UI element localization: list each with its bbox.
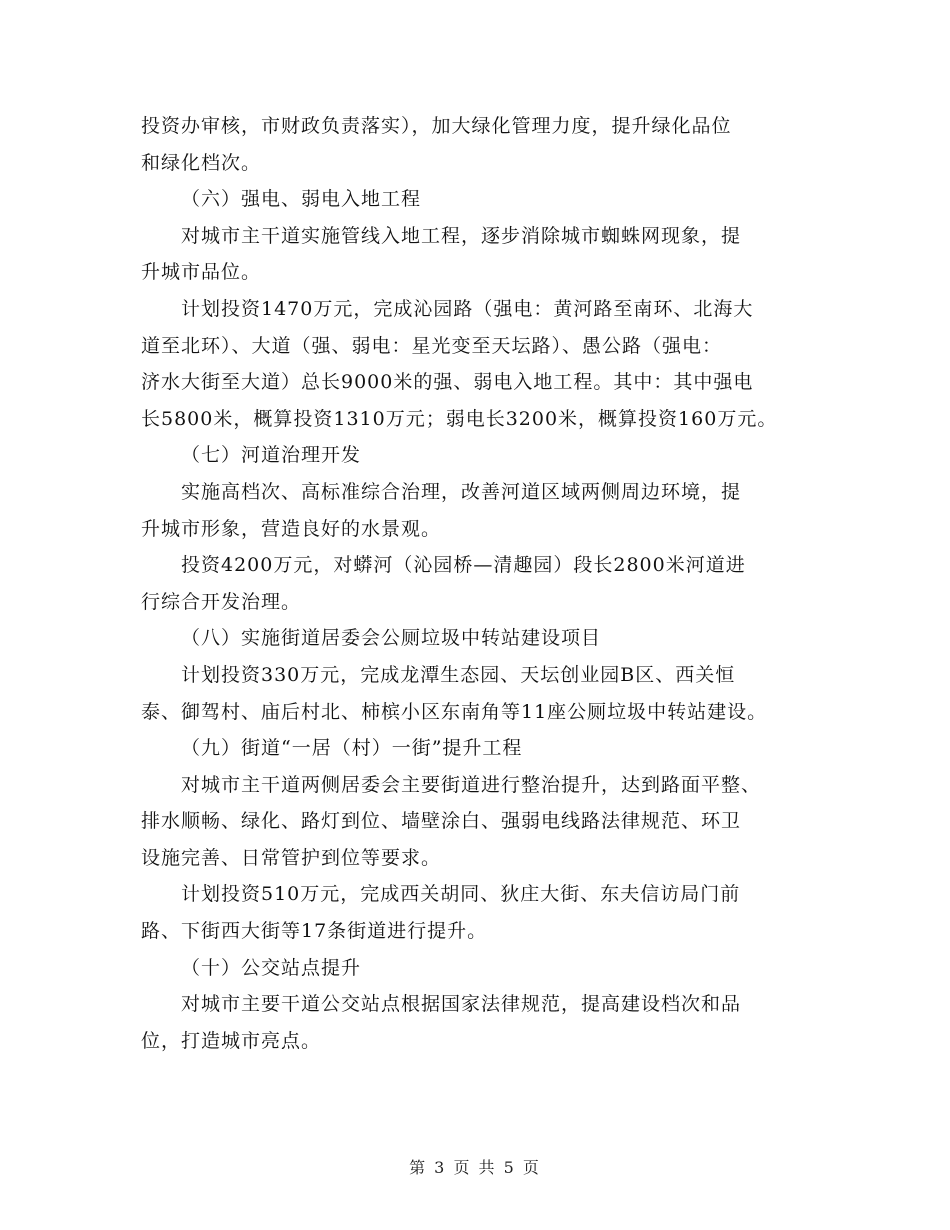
body-paragraph bbox=[141, 474, 811, 547]
body-paragraph bbox=[141, 876, 811, 949]
section-heading bbox=[141, 437, 811, 474]
text-line: （十）公交站点提升 bbox=[181, 956, 362, 979]
section-heading bbox=[141, 950, 811, 987]
text-line: （九）街道“一居（村）一街”提升工程 bbox=[181, 737, 523, 760]
body-paragraph bbox=[141, 986, 811, 1059]
text-line: 实施高档次、高标准综合治理，改善河道区域两侧周边环境，提 bbox=[181, 480, 742, 503]
text-line: 位，打造城市亮点。 bbox=[141, 1029, 322, 1052]
section-heading bbox=[141, 620, 811, 657]
body-paragraph bbox=[141, 657, 811, 730]
text-line: 济水大街至大道）总长9000米的强、弱电入地工程。其中：其中强电 bbox=[141, 371, 754, 394]
text-line: （七）河道治理开发 bbox=[181, 444, 362, 467]
text-line: 路、下街西大街等17条街道进行提升。 bbox=[141, 920, 488, 943]
text-line: 对城市主干道两侧居委会主要街道进行整治提升，达到路面平整、 bbox=[181, 773, 762, 796]
body-paragraph bbox=[141, 547, 811, 620]
text-line: 投资4200万元，对蟒河（沁园桥—清趣园）段长2800米河道进 bbox=[181, 554, 746, 577]
body-paragraph bbox=[141, 108, 811, 181]
body-paragraph bbox=[141, 291, 811, 437]
text-line: 长5800米，概算投资1310万元；弱电长3200米，概算投资160万元。 bbox=[141, 407, 778, 430]
text-line: 升城市形象，营造良好的水景观。 bbox=[141, 517, 442, 540]
text-line: 计划投资330万元，完成龙潭生态园、天坛创业园B区、西关恒 bbox=[181, 663, 736, 686]
section-heading bbox=[141, 181, 811, 218]
text-line: （八）实施街道居委会公厕垃圾中转站建设项目 bbox=[181, 627, 602, 650]
body-paragraph bbox=[141, 767, 811, 877]
text-line: 和绿化档次。 bbox=[141, 151, 262, 174]
body-paragraph bbox=[141, 218, 811, 291]
text-line: 计划投资510万元，完成西关胡同、狄庄大街、东夫信访局门前 bbox=[181, 883, 741, 906]
section-heading bbox=[141, 730, 811, 767]
text-line: 设施完善、日常管护到位等要求。 bbox=[141, 846, 442, 869]
page-footer: 第 3 页 共 5 页 bbox=[409, 1158, 541, 1177]
text-line: 泰、御驾村、庙后村北、柿槟小区东南角等11座公厕垃圾中转站建设。 bbox=[141, 700, 768, 723]
text-line: 对城市主要干道公交站点根据国家法律规范，提高建设档次和品 bbox=[181, 993, 742, 1016]
text-line: 道至北环）、大道（强、弱电：星光变至天坛路）、愚公路（强电： bbox=[141, 334, 723, 357]
text-line: （六）强电、弱电入地工程 bbox=[181, 188, 422, 211]
text-line: 投资办审核，市财政负责落实），加大绿化管理力度，提升绿化品位 bbox=[141, 115, 732, 137]
text-line: 行综合开发治理。 bbox=[141, 590, 302, 613]
text-line: 计划投资1470万元，完成沁园路（强电：黄河路至南环、北海大 bbox=[181, 297, 754, 320]
document-body bbox=[141, 108, 811, 1059]
text-line: 排水顺畅、绿化、路灯到位、墙壁涂白、强弱电线路法律规范、环卫 bbox=[141, 810, 742, 833]
text-line: 升城市品位。 bbox=[141, 261, 262, 284]
text-line: 对城市主干道实施管线入地工程，逐步消除城市蜘蛛网现象，提 bbox=[181, 224, 742, 247]
